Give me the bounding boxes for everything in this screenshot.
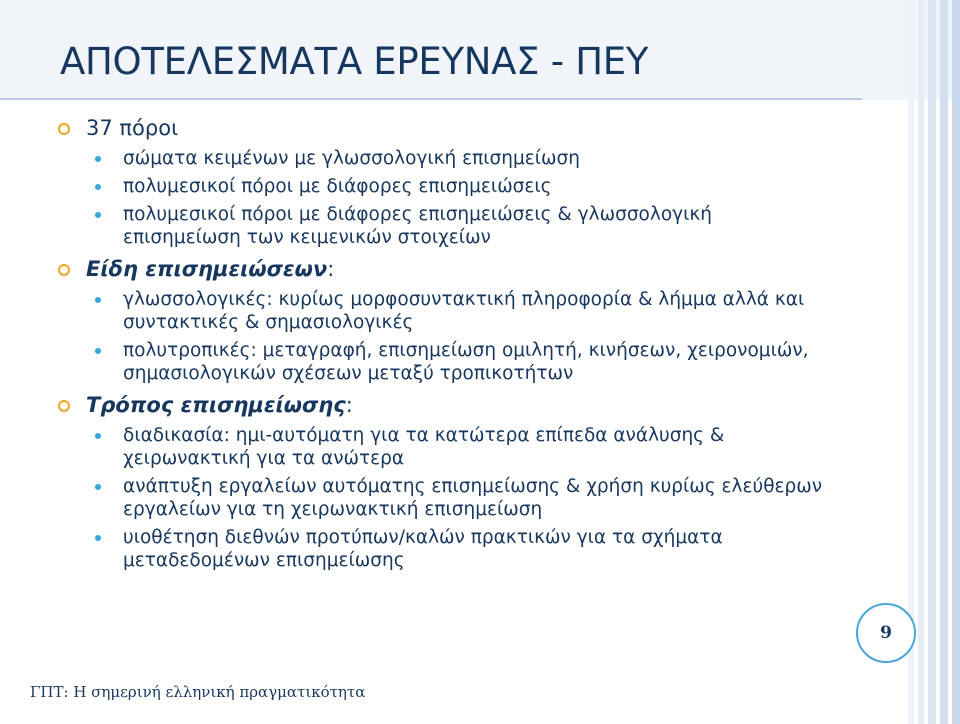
bullet-resources: 37 πόροι xyxy=(58,114,858,142)
dot-bullet-icon xyxy=(95,212,101,218)
sub-bullet: υιοθέτηση διεθνών προτύπων/καλών πρακτικών για τα σχήματα μεταδεδομένων επισημείωσης xyxy=(58,526,823,572)
ring-bullet-icon xyxy=(58,400,70,412)
bullet-annotation-method: Τρόπος επισημείωσης: xyxy=(58,391,858,419)
bullet-annotation-types: Είδη επισημειώσεων: xyxy=(58,255,858,283)
sub-bullet: σώματα κειμένων με γλωσσολογική επισημείωση xyxy=(58,147,858,170)
dot-bullet-icon xyxy=(95,433,101,439)
sub-bullet: πολυτροπικές: μεταγραφή, επισημείωση ομιλητή, κινήσεων, χειρονομιών, σημασιολογικών σχέσεων μεταξύ τροπικοτήτων xyxy=(58,339,833,385)
slide-body xyxy=(58,110,858,572)
dot-bullet-icon xyxy=(95,156,101,162)
title-divider xyxy=(0,98,862,100)
sub-bullet: πολυμεσικοί πόροι με διάφορες επισημειώσεις & γλωσσολογική επισημείωση των κειμενικών στοιχείων xyxy=(58,203,763,249)
ring-bullet-icon xyxy=(58,264,70,276)
slide-title: ΑΠΟΤΕΛΕΣΜΑΤΑ ΕΡΕΥΝΑΣ - ΠΕΥ xyxy=(60,40,649,83)
dot-bullet-icon xyxy=(95,535,101,541)
decorative-stripes xyxy=(908,0,960,724)
sub-bullet: πολυμεσικοί πόροι με διάφορες επισημειώσεις xyxy=(58,175,858,198)
dot-bullet-icon xyxy=(95,348,101,354)
dot-bullet-icon xyxy=(95,484,101,490)
sub-bullet: διαδικασία: ημι-αυτόματη για τα κατώτερα επίπεδα ανάλυσης & χειρωνακτική για τα ανώτερα xyxy=(58,424,803,470)
sub-bullet: γλωσσολογικές: κυρίως μορφοσυντακτική πληροφορία & λήμμα αλλά και συντακτικές & σημασιολογικές xyxy=(58,288,823,334)
page-number-badge: 9 xyxy=(856,603,916,663)
ring-bullet-icon xyxy=(58,123,70,135)
sub-bullet: ανάπτυξη εργαλείων αυτόματης επισημείωσης & χρήση κυρίως ελεύθερων εργαλείων για τη χειρωνακτική επισημείωση xyxy=(58,475,823,521)
dot-bullet-icon xyxy=(95,184,101,190)
dot-bullet-icon xyxy=(95,297,101,303)
footer-text: ΓΠΤ: Η σημερινή ελληνική πραγματικότητα xyxy=(30,683,366,701)
